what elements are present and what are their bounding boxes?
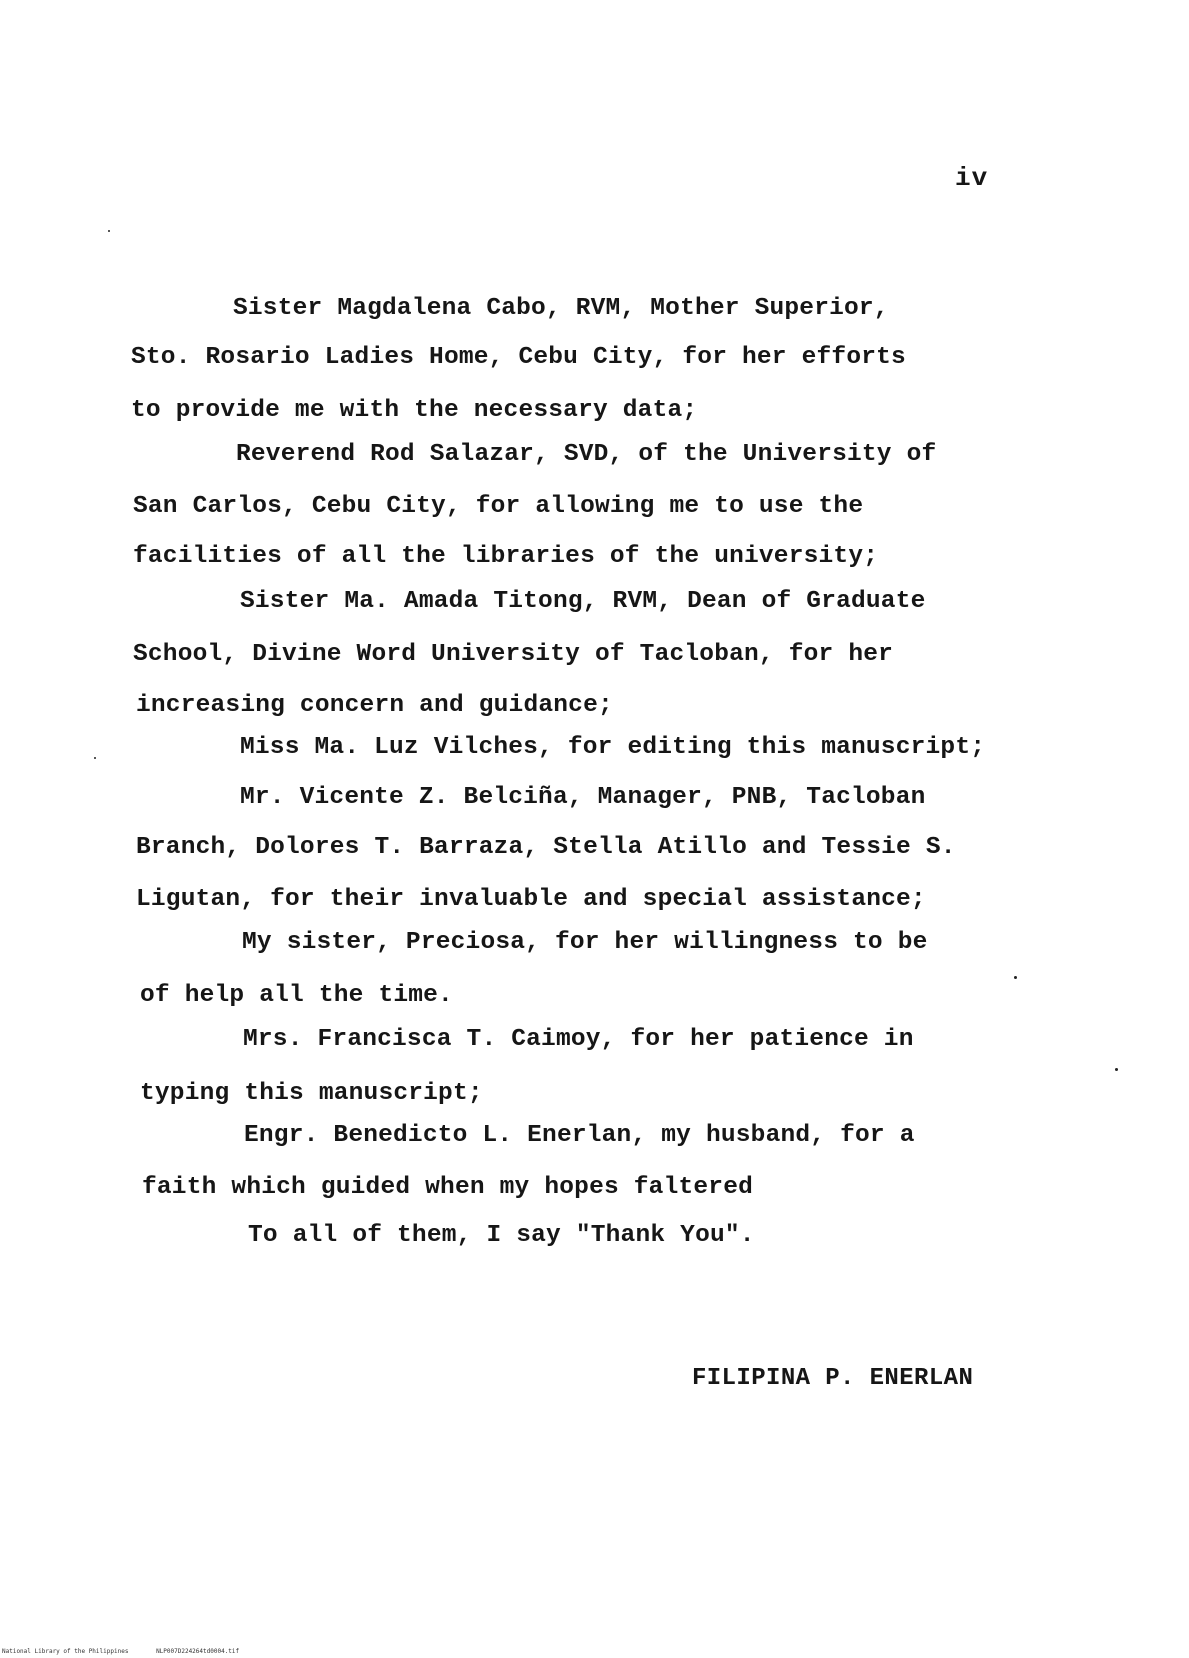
text-line: Mrs. Francisca T. Caimoy, for her patience in (243, 1026, 914, 1053)
text-line: Sister Magdalena Cabo, RVM, Mother Superior, (233, 295, 889, 322)
text-line: Sto. Rosario Ladies Home, Cebu City, for her efforts (131, 344, 906, 371)
text-line: typing this manuscript; (140, 1080, 483, 1107)
scan-speck (1115, 1068, 1118, 1071)
text-line: increasing concern and guidance; (136, 692, 613, 719)
text-line: My sister, Preciosa, for her willingness to be (242, 929, 928, 956)
text-line: Reverend Rod Salazar, SVD, of the University of (236, 441, 937, 468)
scan-speck (1014, 976, 1017, 979)
text-line: To all of them, I say "Thank You". (248, 1222, 755, 1249)
text-line: facilities of all the libraries of the university; (133, 543, 879, 570)
text-line: Sister Ma. Amada Titong, RVM, Dean of Graduate (240, 588, 926, 615)
text-line: faith which guided when my hopes faltered (142, 1174, 753, 1201)
scan-speck (108, 230, 110, 232)
text-line: Mr. Vicente Z. Belciña, Manager, PNB, Tacloban (240, 784, 926, 811)
page-number: iv (955, 163, 989, 193)
text-line: Ligutan, for their invaluable and special assistance; (136, 886, 926, 913)
archive-footer (2, 1648, 239, 1655)
text-line: Engr. Benedicto L. Enerlan, my husband, for a (244, 1122, 915, 1149)
library-credit: National Library of the Philippines (2, 1648, 129, 1655)
scan-speck (94, 757, 96, 759)
text-line: of help all the time. (140, 982, 453, 1009)
text-line: to provide me with the necessary data; (131, 397, 698, 424)
text-line: Branch, Dolores T. Barraza, Stella Atillo and Tessie S. (136, 834, 956, 861)
text-line: Miss Ma. Luz Vilches, for editing this manuscript; (240, 734, 986, 761)
text-line: School, Divine Word University of Tacloban, for her (133, 641, 894, 668)
archive-id: NLP007D224264td0004.tif (156, 1648, 240, 1655)
text-line: San Carlos, Cebu City, for allowing me to use the (133, 493, 864, 520)
signature-name: FILIPINA P. ENERLAN (692, 1365, 974, 1392)
